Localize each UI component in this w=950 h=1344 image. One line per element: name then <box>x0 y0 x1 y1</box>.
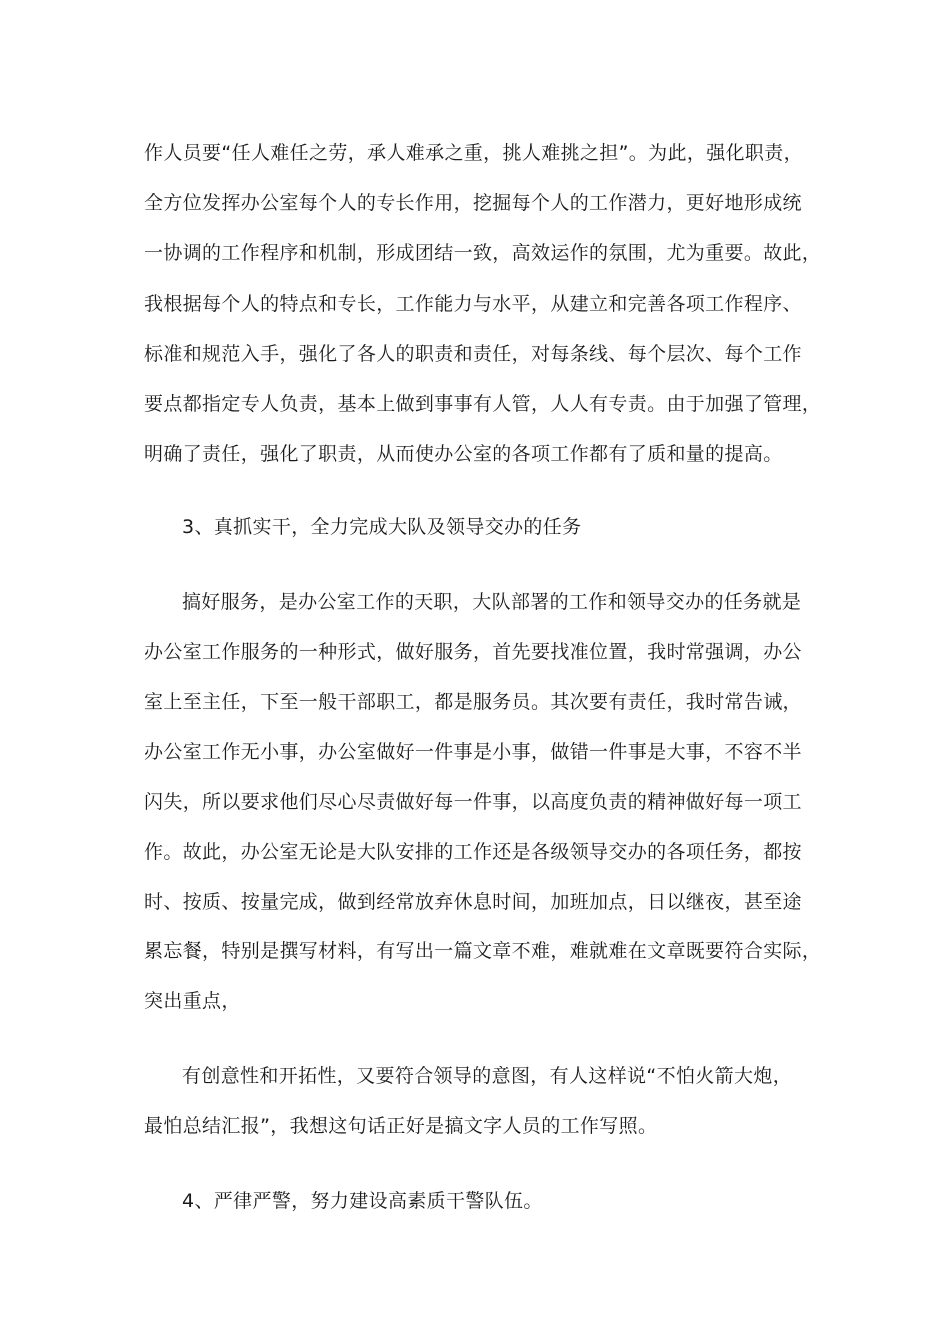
paragraph-1-line-1: 作人员要“任人难任之劳，承人难承之重，挑人难挑之担”。为此，强化职责， <box>144 142 803 164</box>
paragraph-3-line-3: 室上至主任，下至一般干部职工，都是服务员。其次要有责任，我时常告诫， <box>144 691 802 713</box>
paragraph-1-line-4: 我根据每个人的特点和专长，工作能力与水平，从建立和完善各项工作程序、 <box>144 293 802 315</box>
paragraph-4-line-1: 有创意性和开拓性，又要符合领导的意图，有人这样说“不怕火箭大炮， <box>182 1065 793 1087</box>
section-heading-4: 4、严律严警，努力建设高素质干警队伍。 <box>182 1190 543 1212</box>
paragraph-3-line-7: 时、按质、按量完成，做到经常放弃休息时间，加班加点，日以继夜，甚至途 <box>144 891 802 913</box>
paragraph-3-line-4: 办公室工作无小事，办公室做好一件事是小事，做错一件事是大事，不容不半 <box>144 741 802 763</box>
paragraph-1-line-5: 标准和规范入手，强化了各人的职责和责任，对每条线、每个层次、每个工作 <box>144 343 802 365</box>
paragraph-3-line-2: 办公室工作服务的一种形式，做好服务，首先要找准位置，我时常强调，办公 <box>144 641 802 663</box>
paragraph-3-line-8: 累忘餐，特别是撰写材料，有写出一篇文章不难，难就难在文章既要符合实际， <box>144 940 822 962</box>
paragraph-3-line-5: 闪失，所以要求他们尽心尽责做好每一件事，以高度负责的精神做好每一项工 <box>144 791 802 813</box>
paragraph-1-line-2: 全方位发挥办公室每个人的专长作用，挖掘每个人的工作潜力，更好地形成统 <box>144 192 802 214</box>
section-heading-3: 3、真抓实干，全力完成大队及领导交办的任务 <box>182 516 582 538</box>
paragraph-4-line-2: 最怕总结汇报”，我想这句话正好是搞文字人员的工作写照。 <box>144 1115 658 1137</box>
paragraph-1-line-6: 要点都指定专人负责，基本上做到事事有人管，人人有专责。由于加强了管理， <box>144 393 822 415</box>
paragraph-3-line-6: 作。故此，办公室无论是大队安排的工作还是各级领导交办的各项任务，都按 <box>144 841 802 863</box>
paragraph-1-line-3: 一协调的工作程序和机制，形成团结一致，高效运作的氛围，尤为重要。故此， <box>144 242 822 264</box>
paragraph-3-line-1: 搞好服务，是办公室工作的天职，大队部署的工作和领导交办的任务就是 <box>182 591 802 613</box>
paragraph-1-line-7: 明确了责任，强化了职责，从而使办公室的各项工作都有了质和量的提高。 <box>144 443 783 465</box>
paragraph-3-line-9: 突出重点， <box>144 990 241 1012</box>
